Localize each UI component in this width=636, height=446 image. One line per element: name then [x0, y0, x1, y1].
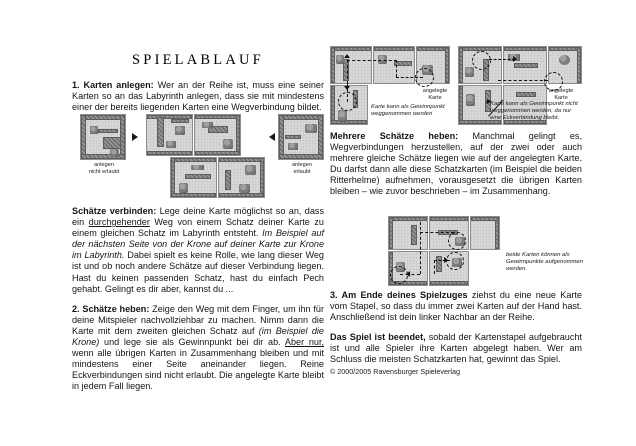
section-3-text: ziehst du eine neue Karte vom Stapel, so dass du immer zwei Karten auf der Hand hast. Anschließend ist dein linker Nachbar an der Reihe. [330, 290, 582, 323]
label-line-1: angelegte [422, 88, 448, 94]
figure-gewinnpunkt [330, 46, 582, 126]
route-arrow-icon [513, 56, 517, 62]
section-1-text: Wer an der Reihe ist, muss eine seiner Karten so an das Labyrinth anlegen, dass sie mit mindestens einer der bereits liegenden Karten eine Wegverbindung bildet. [72, 80, 324, 113]
route-marker-circle [415, 68, 434, 87]
connect-text-1: Lege deine Karte möglichst so an, dass ein [72, 206, 325, 228]
route-path [347, 60, 348, 84]
route-path [434, 260, 435, 274]
left-column-lower [72, 206, 324, 402]
end-text: sobald der Kartenstapel aufgebraucht ist und alle Spieler ihre Karten abgelegt haben. Wer am Schluss die meisten Schatzkarten hat, gewinnt das Spiel. [330, 332, 582, 365]
treasure-icon [239, 184, 250, 193]
end-heading: Das Spiel ist beendet, [330, 332, 426, 343]
treasure-icon [202, 122, 213, 128]
caption-anlegen-nicht-erlaubt [72, 162, 136, 175]
treasure-icon [338, 110, 347, 122]
route-marker-circle [338, 92, 357, 111]
route-path [420, 222, 421, 274]
treasure-icon [336, 55, 344, 64]
maze-card [170, 157, 217, 198]
treasure-icon [110, 149, 119, 157]
right-column-lower [330, 290, 582, 376]
route-arrow-icon [344, 54, 350, 58]
connect-underlined: durchgehender [88, 217, 150, 228]
page-title: SPIELABLAUF [132, 52, 264, 68]
connect-heading: Schätze verbinden: [72, 206, 157, 216]
route-path [347, 60, 397, 61]
section-3-heading: 3. Am Ende deines Spielzuges [330, 290, 468, 300]
maze-card [373, 46, 415, 84]
route-arrow-icon [444, 257, 448, 263]
section-spiel-beendet [330, 332, 582, 365]
multi-heading: Mehrere Schätze heben: [330, 131, 459, 141]
arrow-left-icon [269, 133, 275, 141]
maze-card-left [80, 114, 126, 160]
route-path [498, 80, 548, 81]
section-2-text-2: und lege sie als Gewinnpunkt bei dir ab. [99, 337, 285, 348]
treasure-icon [466, 94, 475, 106]
label-angelegte-karte-right [538, 88, 584, 101]
route-marker-circle [448, 232, 466, 250]
caption-line-2: nicht erlaubt [88, 168, 120, 175]
maze-card-right [278, 114, 324, 160]
maze-card [388, 216, 428, 250]
caption-karte-gewinnpunkt-right: Karte kann als Gewinnpunkt nicht weggenommen werden, da nur eine Eckverbindung bleibt. [490, 101, 578, 121]
route-path [420, 232, 454, 233]
treasure-icon [223, 139, 233, 149]
route-marker-circle [446, 252, 464, 270]
connect-text-3: Dabei spielt es keine Rolle, wie lang dieser Weg ist und ob noch andere Schätze auf dieser Verbindung liegen. Hast du keinen passenden Schatz, hast du einfach Pech gehabt. Gelingt es dir aber, kannst du ... [72, 250, 324, 294]
caption-line-1: anlegen [94, 162, 114, 168]
treasure-icon [166, 141, 176, 148]
connect-text-2: Weg von einem Schatz deiner Karte zu einem gleichen Schatz im Labyrinth entsteht. [72, 217, 324, 239]
maze-card [330, 46, 372, 84]
treasure-icon [175, 126, 185, 135]
multi-text: Manchmal gelingt es, Wegverbindungen herzustellen, auf der zwei oder auch mehrere gleiche Schätze liegen wie auf der angelegten Karte. Du darfst dann alle diese Schatzkarten (im Beispiel die beiden Ritterhelme) aufnehmen, vorausgesetzt die übrigen Karten bleiben – wie zuvor beschrieben – im Zusammenhang. [330, 131, 582, 197]
route-arrow-icon [344, 86, 350, 90]
figure-beide-karten [330, 216, 582, 286]
example-board-multi [388, 216, 500, 286]
right-column-upper [330, 131, 582, 207]
section-am-ende [330, 290, 582, 323]
copyright-notice: © 2000/2005 Ravensburger Spieleverlag [330, 366, 460, 376]
maze-card [194, 114, 241, 156]
caption-anlegen-erlaubt [270, 162, 334, 175]
caption-line-1: anlegen [292, 162, 312, 168]
label-line-2: Karte [554, 94, 568, 101]
section-mehrere-schaetze [330, 131, 582, 198]
figure-anlegen [72, 112, 324, 200]
section-2-underlined: Aber nur, [284, 337, 324, 348]
route-path [489, 59, 515, 60]
treasure-icon [288, 143, 298, 150]
maze-layout-center [146, 114, 242, 198]
maze-card [218, 157, 265, 198]
treasure-icon [559, 55, 570, 65]
label-angelegte-karte-left [412, 88, 458, 101]
section-schaetze-heben [72, 304, 324, 393]
section-2-heading: 2. Schätze heben: [72, 303, 150, 314]
section-1-heading: 1. Karten anlegen: [72, 80, 154, 90]
caption-line-2: erlaubt [293, 168, 311, 175]
maze-card [503, 46, 547, 84]
treasure-icon [465, 67, 474, 77]
section-schaetze-verbinden [72, 206, 324, 295]
treasure-icon [245, 165, 256, 175]
route-marker-circle [472, 51, 491, 70]
treasure-icon [90, 126, 98, 134]
label-line-1: angelegte [548, 88, 574, 94]
maze-card [146, 114, 193, 156]
maze-card [470, 216, 500, 250]
treasure-icon [305, 124, 317, 133]
section-2-text-1: Zeige den Weg mit dem Finger, um ihn für deine Mitspieler nachvollziehbar zu machen. Nimm dann die Karte mit dem zweiten gleichen Schatz auf [72, 303, 324, 336]
caption-beide-karten: beide Karten können als Gewinnpunkte aufgenommen werden. [506, 252, 583, 272]
section-2-text-3: wenn alle übrigen Karten in Zusammenhang bleiben und mit mindestens einer Seite aneinander liegen. Reine Eckverbindungen sind nicht erlaubt. Die angelegte Karte bleibt in jedem Fall liegen. [72, 348, 324, 392]
treasure-icon [179, 183, 188, 193]
section-karten-anlegen [72, 80, 324, 113]
caption-karte-gewinnpunkt-left: Karte kann als Gewinnpunkt weggenommen werden [371, 104, 445, 117]
section-2-italic: (im Beispiel die Krone) [72, 325, 324, 348]
treasure-icon [191, 165, 204, 170]
route-arrow-icon [406, 271, 410, 277]
arrow-right-icon [132, 133, 138, 141]
connect-italic: Im Beispiel auf der nächsten Seite von der Krone auf deiner Karte zur Krone im Labyrinth. [72, 228, 324, 261]
route-path [396, 60, 397, 77]
label-line-2: Karte [428, 94, 442, 101]
